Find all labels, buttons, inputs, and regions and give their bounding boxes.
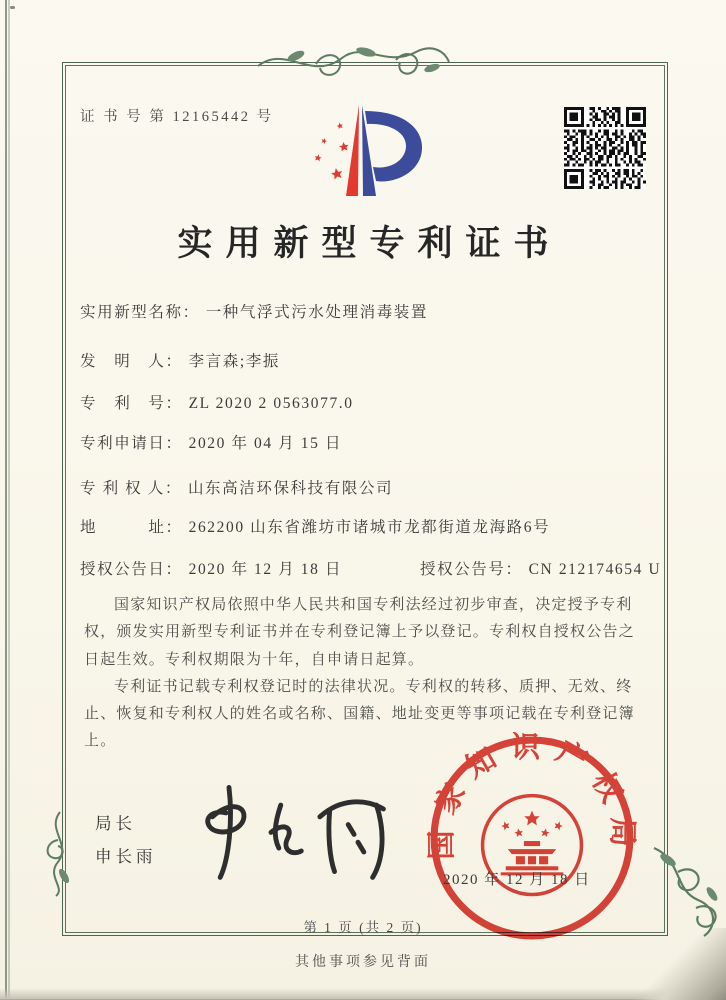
field-value: 2020 年 12 月 18 日 [188,561,343,578]
scan-edge-line [8,0,10,1000]
cnipa-patent-p-logo-icon [287,101,437,201]
back-side-note: 其他事项参见背面 [295,955,431,970]
field-value: 2020 年 04 月 15 日 [188,435,343,452]
field-filing-date [80,431,646,453]
field-label: 授权公告日： [80,561,183,578]
page-corner-fold [630,928,726,1000]
seal-date: 2020 年 12 月 18 日 [443,872,591,888]
field-value: ZL 2020 2 0563077.0 [188,395,354,412]
field-value: 262200 山东省潍坊市诸城市龙都街道龙海路6号 [188,519,551,536]
legal-paragraph-1: 国家知识产权局依照中华人民共和国专利法经过初步审查，决定授予专利权，颁发实用新型专利证书并在专利登记簿上予以登记。专利权自授权公告之日起生效。专利权期限为十年，自申请日起算。 [84,597,635,668]
cnipa-official-seal [426,732,638,944]
director-signature-autograph [185,772,400,887]
director-name: 申长雨 [95,847,157,866]
scan-bottom-shadow [0,988,726,1000]
scan-edge-line [5,0,7,1000]
scan-speck [10,6,15,9]
field-value: 山东高洁环保科技有限公司 [187,480,394,497]
legal-paragraph-2: 专利证书记载专利权登记时的法律状况。专利权的转移、质押、无效、终止、恢复和专利权人的姓名或名称、国籍、地址变更等事项记载在专利登记簿上。 [84,678,635,750]
field-label: 授权公告号： [420,561,523,578]
field-value: 李言森;李振 [188,353,281,370]
field-label: 专 利 权 人： [80,480,182,497]
field-grant-date [80,561,342,578]
field-label: 地 址： [80,519,183,536]
field-patentee [80,476,646,498]
qr-code [564,107,646,189]
field-value: CN 212174654 U [528,561,662,578]
field-label: 专 利 号： [80,395,183,412]
border-flourish-bottom-right [648,842,726,938]
field-utility-model-name [80,300,646,322]
field-label: 专利申请日： [80,435,183,452]
border-flourish-left [38,810,80,898]
certificate-number: 证 书 号 第 12165442 号 [80,109,274,125]
field-address [80,515,646,537]
seal-arc-text: 国家知识产权局 [426,732,638,860]
certificate-title: 实用新型专利证书 [177,224,562,263]
page-number: 第 1 页 (共 2 页) [303,920,423,935]
field-grant-number [420,557,661,579]
field-grant-row [80,557,662,579]
field-label: 实用新型名称： [80,304,200,321]
field-patent-number [80,391,646,413]
field-value: 一种气浮式污水处理消毒装置 [205,304,429,321]
border-flourish-top [256,34,452,92]
field-label: 发 明 人： [80,353,183,370]
director-title: 局长 [95,814,136,833]
field-inventor [80,349,646,371]
